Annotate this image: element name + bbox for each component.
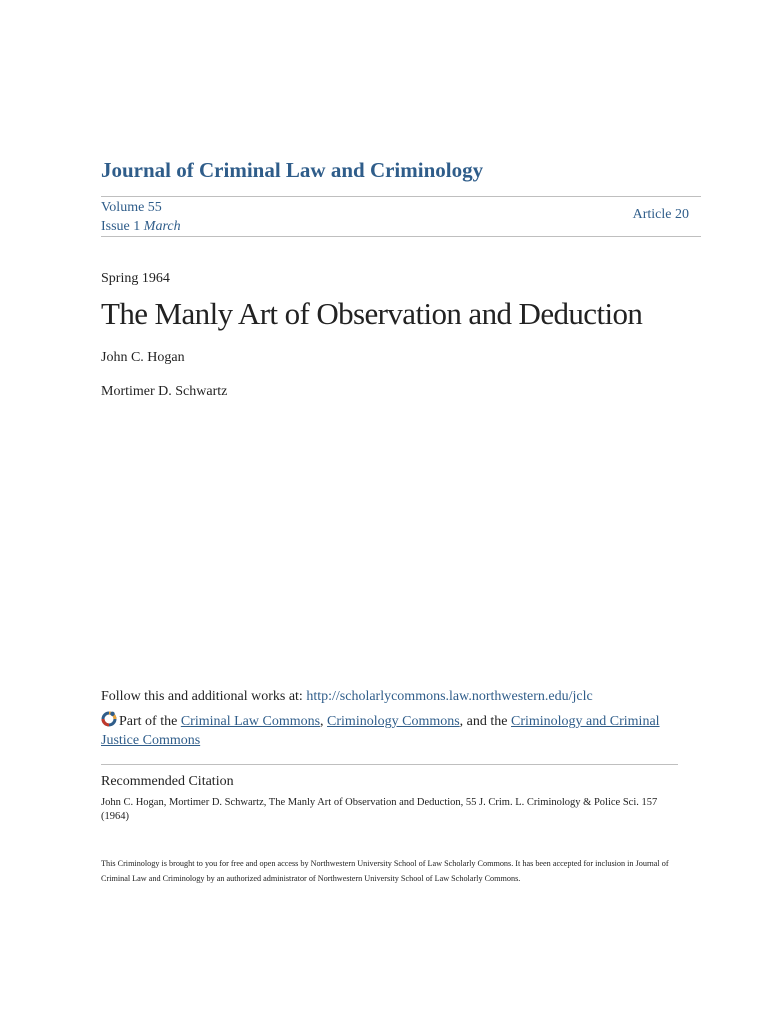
volume-link[interactable]: Volume 55 — [101, 200, 162, 215]
author-2: Mortimer D. Schwartz — [101, 384, 228, 399]
article-title: The Manly Art of Observation and Deduction — [101, 296, 643, 331]
footer-note: This Criminology is brought to you for free and open access by Northwestern University School of Law Scholarly Commons. It has been accepted for inclusion in Journal of Criminal Law and Criminology by an authorized administrator of Northwestern University School of Law Scholarly Commons. — [101, 859, 669, 883]
issue-link[interactable] — [101, 217, 181, 236]
criminal-law-commons-link[interactable]: Criminal Law Commons — [180, 714, 321, 729]
criminology-criminal-justice-commons-link[interactable]: Criminology and Criminal Justice Commons — [101, 714, 660, 748]
part-of-and-the: , and the — [459, 714, 508, 729]
network-icon — [101, 711, 117, 727]
volume-issue-block — [101, 198, 181, 236]
follow-label: Follow this and additional works at: — [101, 689, 303, 704]
criminology-commons-link[interactable]: Criminology Commons — [327, 714, 460, 729]
citation-text: John C. Hogan, Mortimer D. Schwartz, The Manly Art of Observation and Deduction, 55 J. Crim. L. Criminology & Police Sci. 157 (1964) — [101, 797, 658, 822]
citation-rule — [101, 764, 678, 765]
part-of-separator: , — [320, 714, 324, 729]
issue-number: Issue 1 — [101, 219, 141, 234]
citation-heading: Recommended Citation — [101, 774, 234, 789]
follow-line — [101, 689, 593, 705]
article-number-link[interactable]: Article 20 — [632, 207, 689, 222]
repository-link[interactable]: http://scholarlycommons.law.northwestern.edu/jclc — [306, 689, 593, 704]
header-rule-bottom — [101, 236, 701, 237]
part-of-line — [101, 711, 681, 750]
header-rule-top — [101, 196, 701, 197]
author-1: John C. Hogan — [101, 350, 185, 365]
part-of-prefix: Part of the — [119, 714, 178, 729]
issue-month: March — [143, 219, 181, 234]
journal-title[interactable]: Journal of Criminal Law and Criminology — [101, 158, 484, 182]
publication-date: Spring 1964 — [101, 271, 170, 286]
